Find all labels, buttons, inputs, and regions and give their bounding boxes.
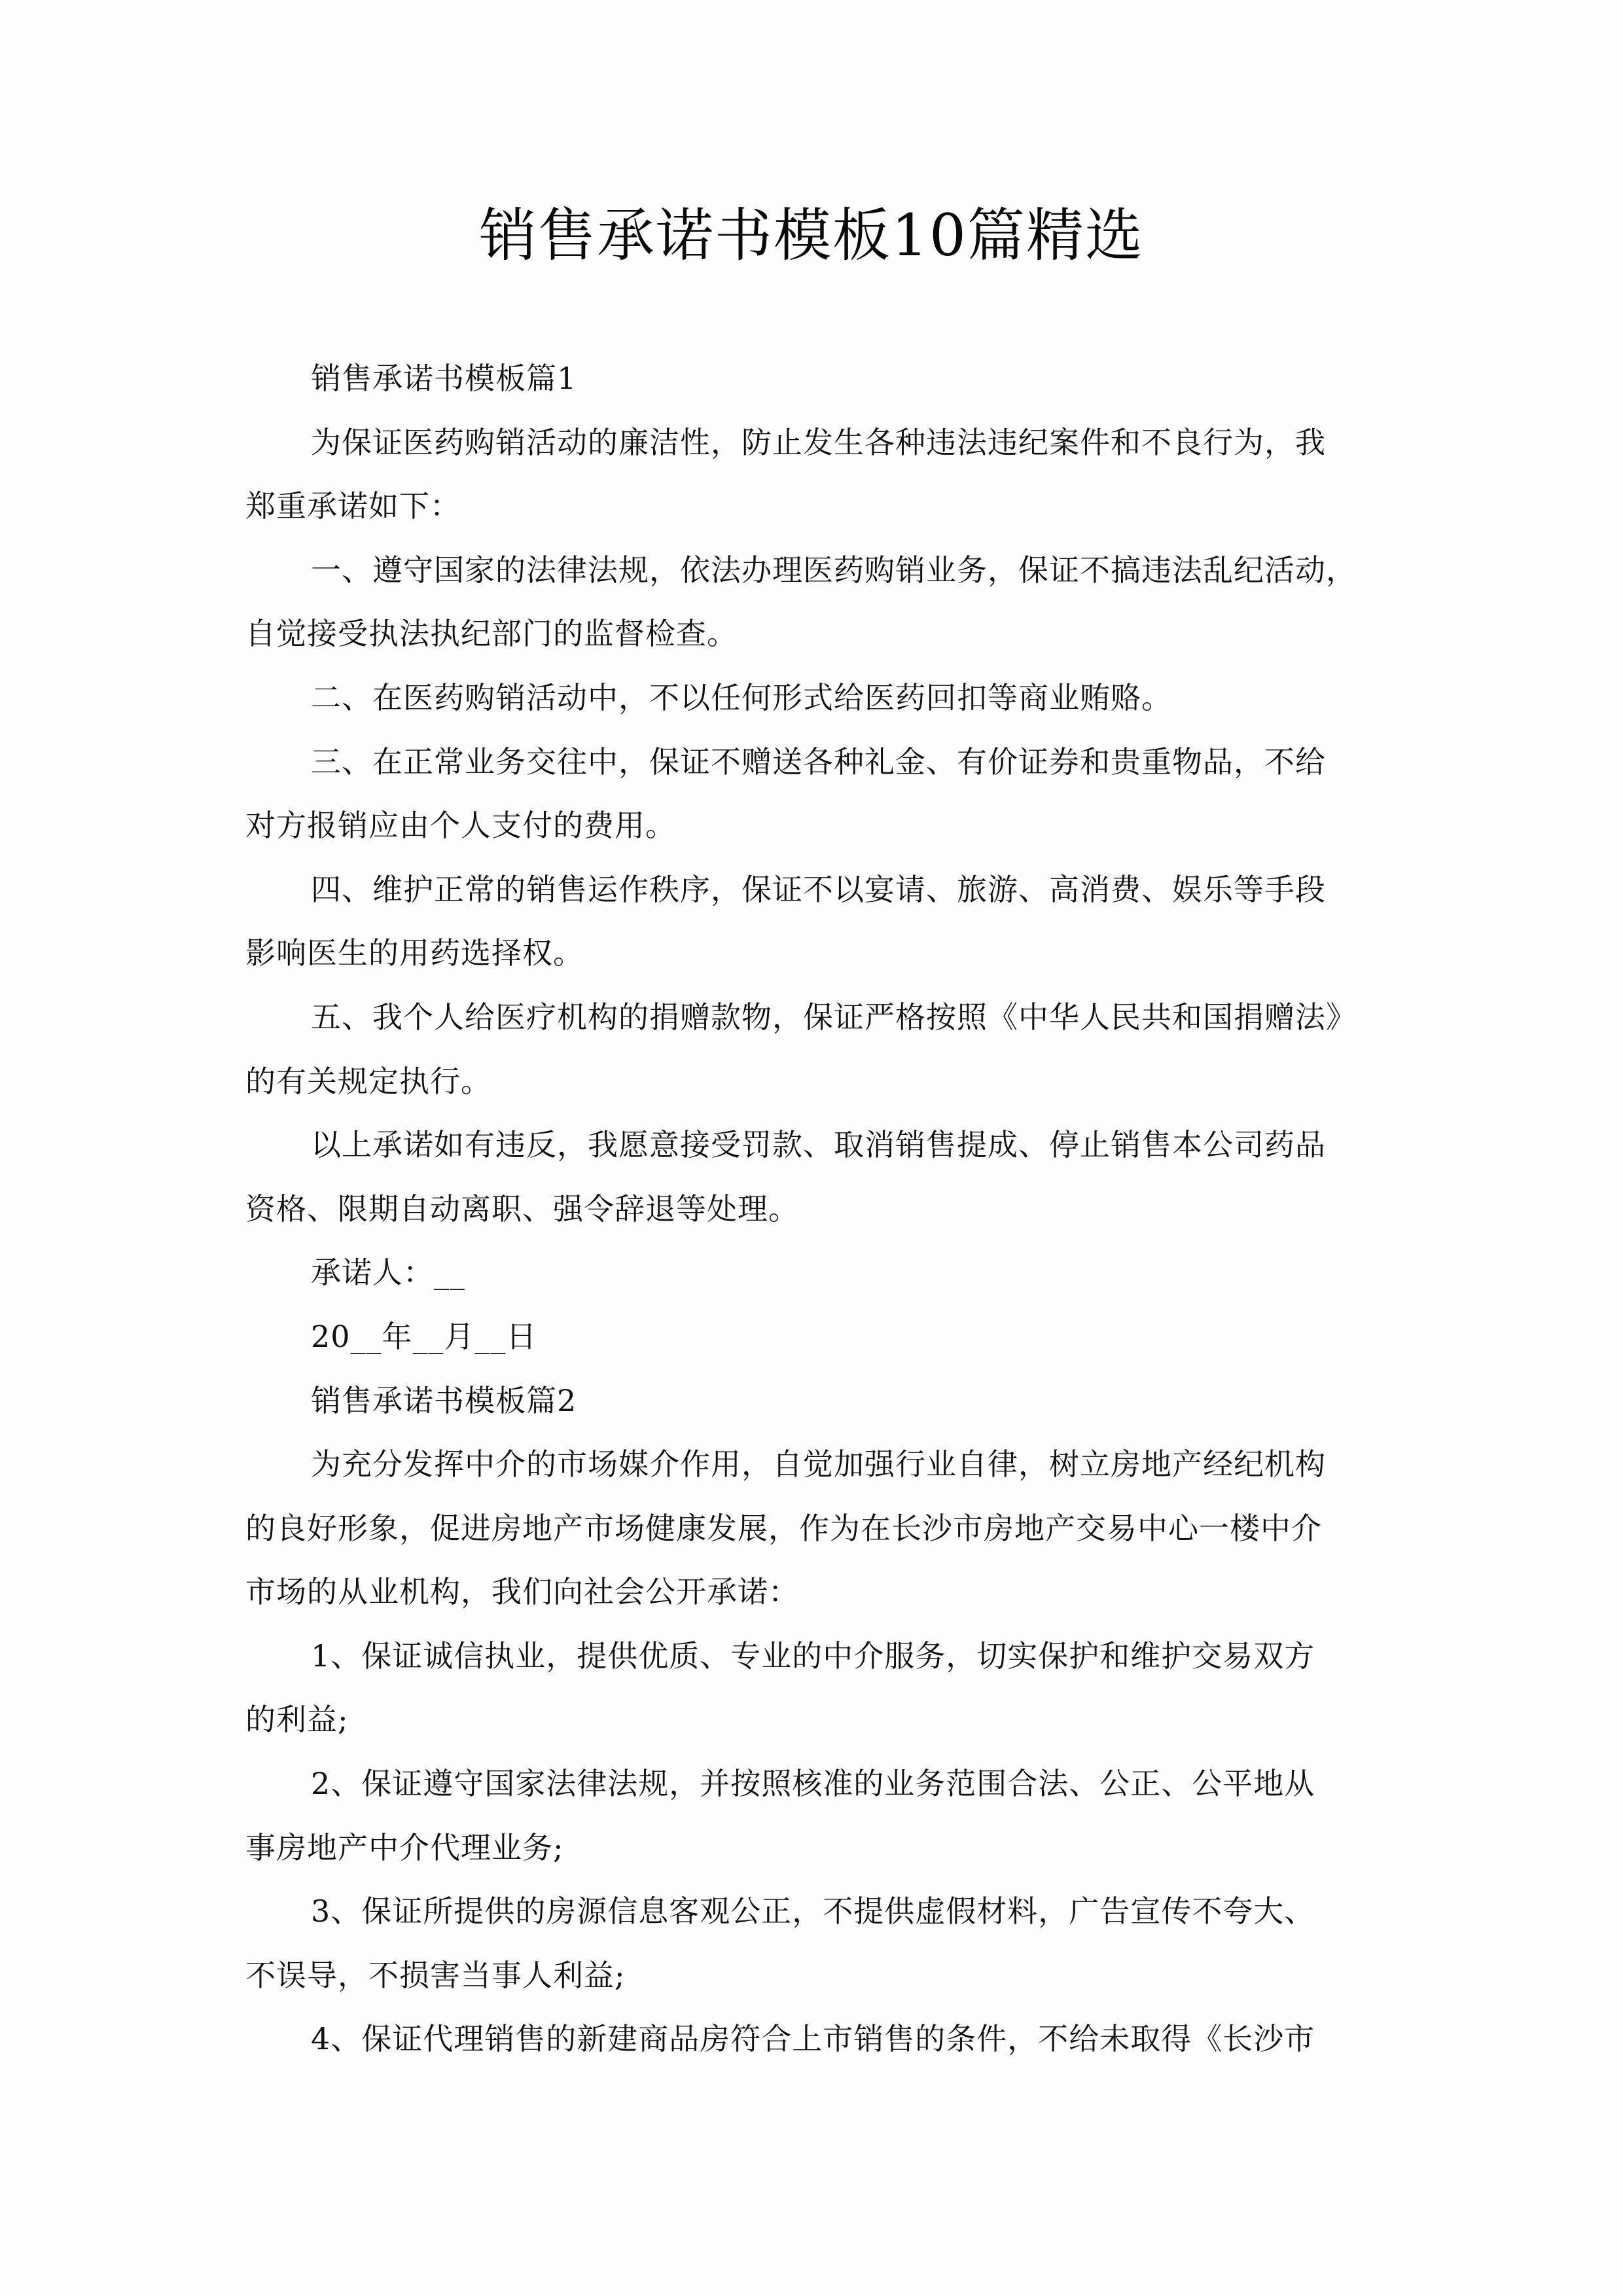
paragraph (245, 1624, 1381, 1752)
paragraph-line: 市场的从业机构，我们向社会公开承诺： (245, 1574, 799, 1610)
paragraph (245, 1880, 1381, 2007)
paragraph-line: 为保证医药购销活动的廉洁性，防止发生各种违法违纪案件和不良行为，我 (311, 424, 1326, 460)
paragraph-line: 对方报销应由个人支付的费用。 (245, 808, 676, 844)
paragraph (245, 730, 1381, 858)
paragraph (245, 858, 1381, 986)
document-title: 销售承诺书模板10篇精选 (479, 202, 1144, 269)
paragraph-line: 20__年__月__日 (311, 1318, 537, 1354)
paragraph (245, 411, 1381, 539)
paragraph-line: 五、我个人给医疗机构的捐赠款物，保证严格按照《中华人民共和国捐赠法》 (311, 999, 1357, 1035)
section-heading: 销售承诺书模板篇1 (311, 361, 577, 396)
paragraph-line: 4、保证代理销售的新建商品房符合上市销售的条件，不给未取得《长沙市 (311, 2021, 1315, 2057)
paragraph-line: 承诺人：__ (311, 1255, 465, 1291)
paragraph-line: 事房地产中介代理业务; (245, 1829, 564, 1865)
paragraph-line: 影响医生的用药选择权。 (245, 935, 584, 971)
paragraph-line: 的良好形象，促进房地产市场健康发展，作为在长沙市房地产交易中心一楼中介 (245, 1510, 1322, 1546)
paragraph-line: 四、维护正常的销售运作秩序，保证不以宴请、旅游、高消费、娱乐等手段 (311, 871, 1326, 907)
date-line (245, 1305, 1381, 1369)
paragraph-line: 的有关规定执行。 (245, 1063, 491, 1099)
paragraph-line: 2、保证遵守国家法律法规，并按照核准的业务范围合法、公正、公平地从 (311, 1766, 1315, 1802)
paragraph (245, 666, 1381, 730)
paragraph (245, 2007, 1381, 2072)
paragraph-line: 的利益; (245, 1702, 349, 1738)
paragraph-line: 自觉接受执法执纪部门的监督检查。 (245, 616, 738, 652)
section-heading: 销售承诺书模板篇2 (311, 1382, 577, 1418)
paragraph-line: 郑重承诺如下： (245, 488, 461, 524)
paragraph-line: 为充分发挥中介的市场媒介作用，自觉加强行业自律，树立房地产经纪机构 (311, 1446, 1326, 1482)
paragraph-line: 二、在医药购销活动中，不以任何形式给医药回扣等商业贿赂。 (311, 679, 1172, 715)
paragraph-line: 一、遵守国家的法律法规，依法办理医药购销业务，保证不搞违法乱纪活动， (311, 552, 1357, 588)
paragraph (245, 539, 1381, 666)
signatory-line (245, 1241, 1381, 1305)
paragraph-line: 以上承诺如有违反，我愿意接受罚款、取消销售提成、停止销售本公司药品 (311, 1127, 1326, 1163)
paragraph (245, 1752, 1381, 1880)
paragraph-line: 3、保证所提供的房源信息客观公正，不提供虚假材料，广告宣传不夸大、 (311, 1893, 1315, 1929)
paragraph-line: 1、保证诚信执业，提供优质、专业的中介服务，切实保护和维护交易双方 (311, 1638, 1315, 1674)
paragraph (245, 1433, 1381, 1624)
paragraph-line: 不误导，不损害当事人利益; (245, 1957, 626, 1993)
document-body (245, 347, 1381, 2072)
paragraph (245, 986, 1381, 1113)
paragraph-line: 资格、限期自动离职、强令辞退等处理。 (245, 1191, 799, 1227)
paragraph (245, 1113, 1381, 1241)
paragraph-line: 三、在正常业务交往中，保证不赠送各种礼金、有价证券和贵重物品，不给 (311, 744, 1326, 780)
